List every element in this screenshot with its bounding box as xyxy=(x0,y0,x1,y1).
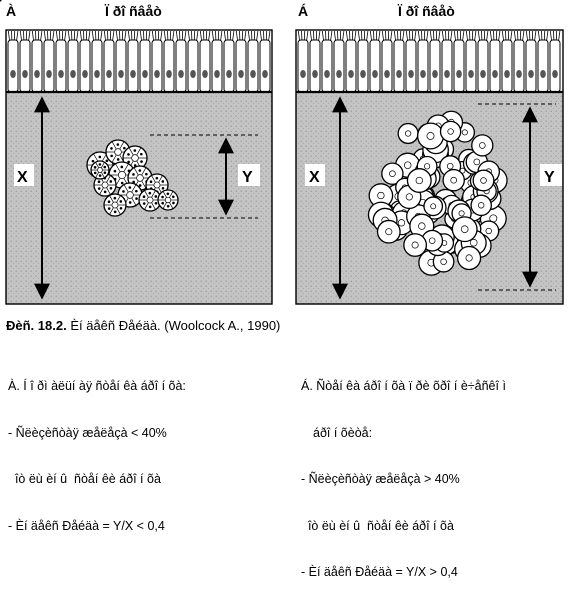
legend-line: îò ëù èí û ñòåí êè áðî í õà xyxy=(8,472,186,488)
figure-title: Èí äåêñ Ðåéäà. xyxy=(67,318,161,333)
panel-a-epithelium xyxy=(6,31,272,92)
panel-a-letter: À xyxy=(6,3,16,19)
legend-line: Á. Ñòåí êà áðî í õà ï ðè õðî í è÷åñêî ì xyxy=(301,379,506,395)
panel-a-y-label: Y xyxy=(242,169,253,186)
figure-number: Ðèñ. 18.2. xyxy=(6,318,67,333)
panel-b-epithelium xyxy=(296,31,563,92)
legend-normal-wall xyxy=(8,348,186,550)
figure-source: (Woolcock A., 1990) xyxy=(161,318,281,333)
panel-a-x-label: X xyxy=(17,169,28,186)
legend-line: - Ñëèçèñòàÿ æåëåçà > 40% xyxy=(301,472,506,488)
legend-line: îò ëù èí û ñòåí êè áðî í õà xyxy=(301,519,506,535)
legend-line: - Èí äåêñ Ðåéäà = Y/X < 0,4 xyxy=(8,519,186,535)
panel-b-letter: Á xyxy=(298,3,308,19)
figure-caption xyxy=(6,318,280,333)
legend-chronic-bronchitis xyxy=(301,348,506,596)
legend-line: À. Í î ðì àëüí àÿ ñòåí êà áðî í õà: xyxy=(8,379,186,395)
legend-line: - Èí äåêñ Ðåéäà = Y/X > 0,4 xyxy=(301,565,506,581)
panel-a-heading: Ï ðî ñâåò xyxy=(104,3,162,19)
legend-line: - Ñëèçèñòàÿ æåëåçà < 40% xyxy=(8,426,186,442)
legend-line: áðî í õèòå: xyxy=(301,426,506,442)
panel-a xyxy=(6,3,272,304)
panel-b-y-label: Y xyxy=(544,169,555,186)
panel-b-x-label: X xyxy=(309,169,320,186)
panel-b-heading: Ï ðî ñâåò xyxy=(397,3,455,19)
